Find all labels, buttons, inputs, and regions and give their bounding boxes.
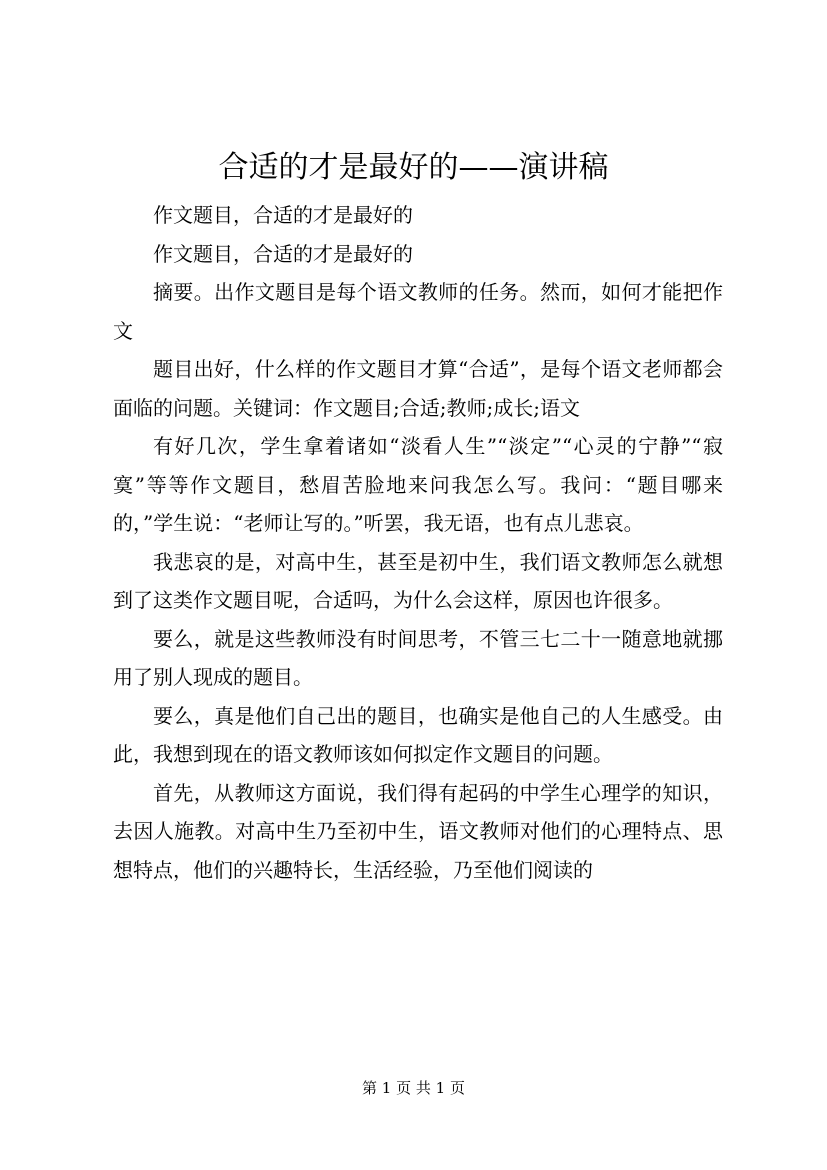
document-title: 合适的才是最好的——演讲稿 (218, 150, 609, 185)
paragraph: 有好几次，学生拿着诸如“淡看人生”“淡定”“心灵的宁静”“寂寞”等等作文题目，愁眉苦脸地来问我怎么写。我问：“题目哪来的，”学生说：“老师让写的。”听罢，我无语，也有点儿悲哀。 (113, 434, 723, 535)
paragraph: 要么，就是这些教师没有时间思考，不管三七二十一随意地就挪用了别人现成的题目。 (113, 626, 723, 689)
paragraph: 作文题目，合适的才是最好的 (153, 203, 413, 227)
paragraph: 题目出好，什么样的作文题目才算“合适”，是每个语文老师都会面临的问题。关键词：作文题目;合适;教师;成长;语文 (113, 357, 723, 420)
paragraph: 要么，真是他们自己出的题目，也确实是他自己的人生感受。由此，我想到现在的语文教师该如何拟定作文题目的问题。 (113, 703, 723, 766)
paragraph: 作文题目，合适的才是最好的 (153, 241, 413, 266)
page-footer: 第 1 页 共 1 页 (362, 1079, 465, 1097)
paragraph: 摘要。出作文题目是每个语文教师的任务。然而，如何才能把作文 (113, 280, 723, 343)
document-body (113, 196, 723, 889)
paragraph: 首先，从教师这方面说，我们得有起码的中学生心理学的知识，去因人施教。对高中生乃至初中生，语文教师对他们的心理特点、思想特点，他们的兴趣特长，生活经验，乃至他们阅读的 (113, 780, 723, 882)
paragraph: 我悲哀的是，对高中生，甚至是初中生，我们语文教师怎么就想到了这类作文题目呢，合适吗，为什么会这样，原因也许很多。 (113, 549, 723, 612)
